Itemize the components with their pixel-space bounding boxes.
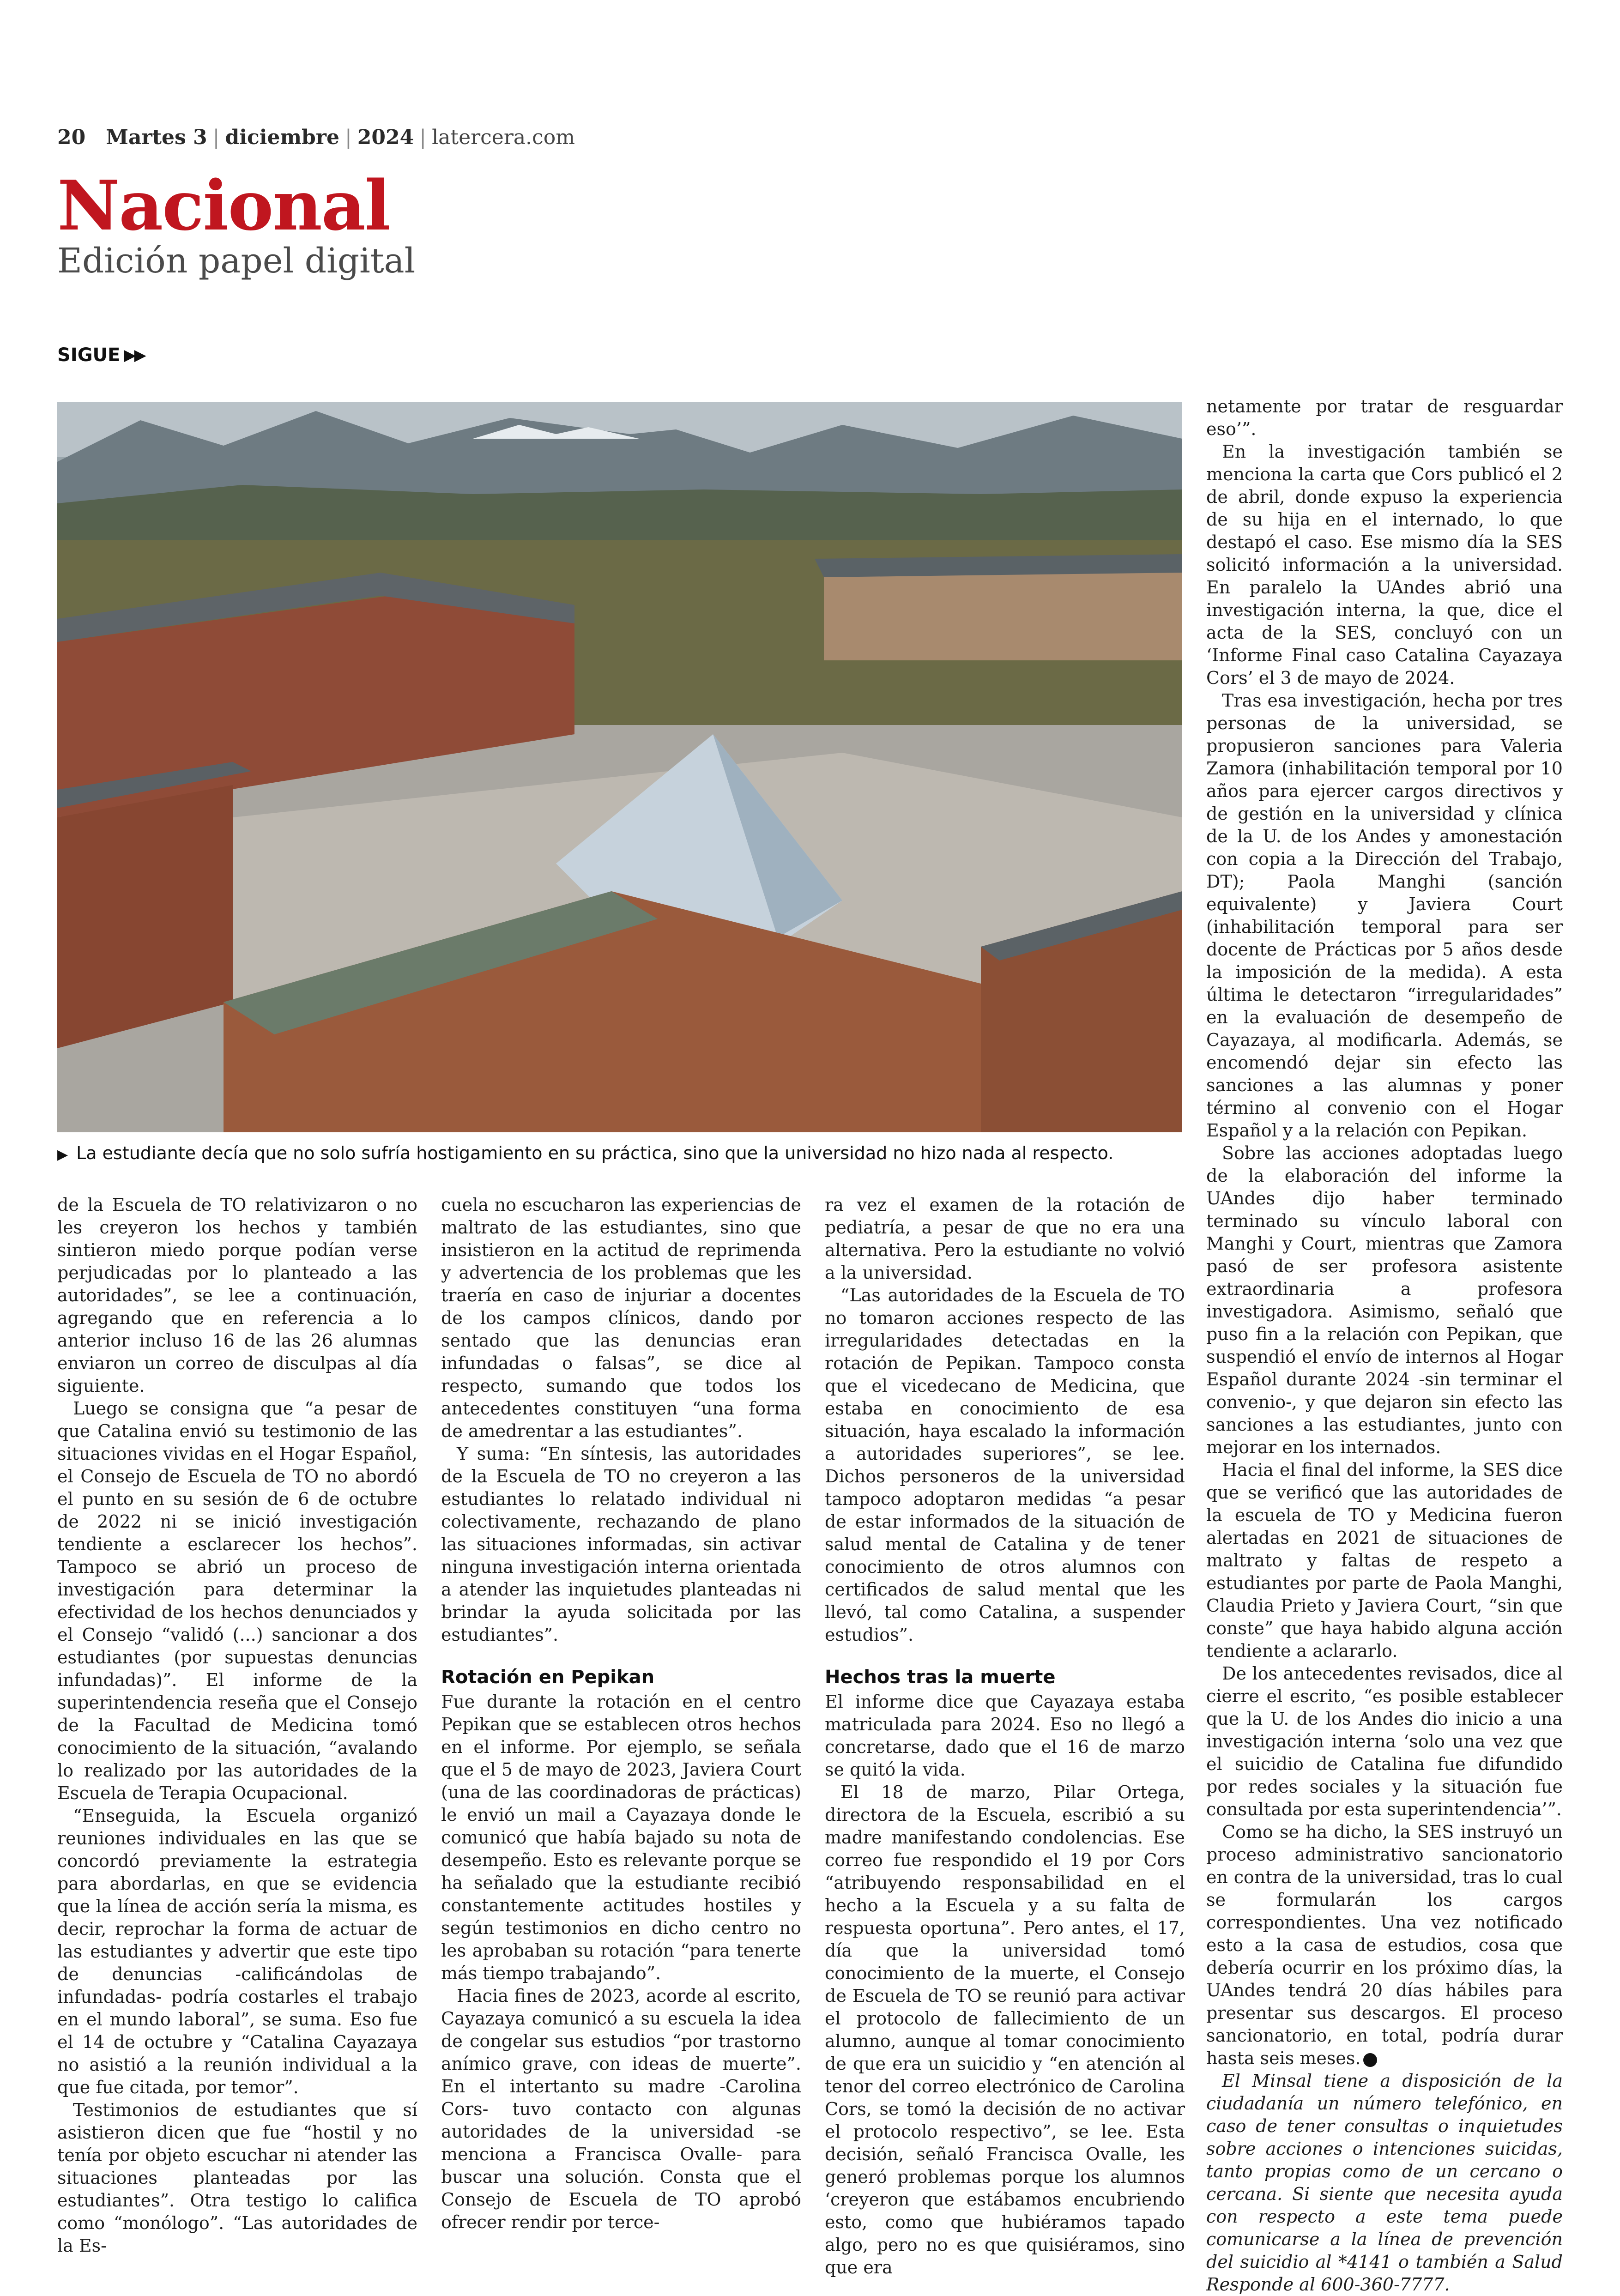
paragraph: El 18 de marzo, Pilar Ortega, directora de la Escuela, escribió a su madre manifestando condolencias. Ese correo fue respondido el 19 por Cors “atribuyendo responsabilidad en el hecho a la Escuela y a su falta de respuesta oportuna”. Pero antes, el 17, día que la universidad tomó conocimiento de la muerte, el Consejo de Escuela de TO se reunió para activar el protocolo de fallecimiento de un alumno, aunque al tomar conocimiento de que era un suicidio y “en atención al tenor del correo electrónico de Carolina Cors, se tomó la decisión de no activar el protocolo respectivo”, se lee. Esta decisión, señaló Francisca Ovalle, les generó problemas porque los alumnos ‘creyeron que estábamos encubriendo esto, como que hubiéramos tapado algo, pero no es que quisiéramos, sino que era [825, 1782, 1185, 2278]
folio-separator: | [345, 125, 352, 149]
paragraph: Tras esa investigación, hecha por tres personas de la universidad, se propusieron sanciones para Valeria Zamora (inhabilitación temporal por 10 años para ejercer cargos directivos y de gestión en la universidad y clínica de la U. de los Andes y amonestación con copia a la Dirección del Trabajo, DT); Paola Manghi (sanción equivalente) y Javiera Court (inhabilitación temporal para ser docente de Prácticas por 5 años desde la imposición de la medida). A esta última le detectaron “irregularidades” en la evaluación de desempeño de Cayazaya, al modificarla. Además, se encomendó dejar sin efecto las sanciones a las alumnas y poner término al convenio con el Hogar Español y a la relación con Pepikan. [1206, 690, 1563, 1141]
issue-month: diciembre [225, 125, 339, 149]
campus-aerial-photo [57, 402, 1182, 1132]
paragraph-text: Como se ha dicho, la SES instruyó un proceso administrativo sancionatorio en contra de la universidad, tras lo cual se formularán los cargos correspondientes. Una vez notificado esto a la casa de estudios, cosa que debería ocurrir en los próximo días, la UAndes tendrá 20 días hábiles para presentar sus descargos. El proceso sancionatorio, en total, podría durar hasta seis meses. [1206, 1822, 1563, 2068]
continue-text: SIGUE [57, 344, 121, 366]
double-arrow-icon: ▶▶ [124, 346, 145, 364]
paragraph: El informe dice que Cayazaya estaba matriculada para 2024. Eso no llegó a concretarse, dado que el 16 de marzo se quitó la vida. [825, 1692, 1185, 1780]
article-column-2 [441, 1194, 801, 2234]
helpline-note: El Minsal tiene a disposición de la ciudadanía un número telefónico, en caso de tener consultas o inquietudes sobre acciones o intenciones suicidas, tanto propias como de un cercano o cercana. Si siente que necesita ayuda con respecto a este tema puede comunicarse a la línea de prevención del suicidio al *4141 o también a Salud Responde al 600-360-7777. [1206, 2071, 1563, 2295]
paragraph: “Enseguida, la Escuela organizó reuniones individuales en las que se concordó previamente la estrategia para abordarlas, en que se evidencia que la línea de acción sería la misma, es decir, reprochar la forma de actuar de las estudiantes y advertir que este tipo de denuncias -calificándolas de infundadas- podría costarles el trabajo en el mundo laboral”, se suma. Eso fue el 14 de octubre y “Catalina Cayazaya no asistió a la reunión individual a la que fue citada, por temor”. [57, 1806, 417, 2097]
folio-separator: | [212, 125, 220, 149]
campus-illustration [57, 402, 1182, 1132]
caption-text: La estudiante decía que no solo sufría hostigamiento en su práctica, sino que la universidad no hizo nada al respecto. [76, 1143, 1114, 1163]
closing-paragraph [1206, 1821, 1563, 2070]
paragraph: ra vez el examen de la rotación de pediatría, a pesar de que no era una alternativa. Pero la estudiante no volvió a la universidad. [825, 1195, 1185, 1283]
paragraph: de la Escuela de TO relativizaron o no les creyeron los hechos y también sintieron miedo porque podían verse perjudicadas por lo planteado a las autoridades”, se lee a continuación, agregando que en referencia a lo anterior incluso 16 de las 26 alumnas enviaron un correo de disculpas al día siguiente. [57, 1195, 417, 1396]
paragraph: Hacia el final del informe, la SES dice que se verificó que las autoridades de la escuela de TO y Medicina fueron alertadas en 2021 de situaciones de maltrato y faltas de respeto a estudiantes por parte de Paola Manghi, Claudia Prieto y Javiera Court, “sin que conste” que haya habido alguna acción tendiente a aclararlo. [1206, 1460, 1563, 1661]
caption-arrow-icon: ▶ [57, 1147, 68, 1163]
article-column-1 [57, 1194, 417, 2257]
end-mark-icon [1363, 2053, 1377, 2067]
photo-caption [57, 1141, 1182, 1167]
paragraph: Sobre las acciones adoptadas luego de la elaboración del informe la UAndes dijo haber terminado terminado su vínculo laboral con Manghi y Court, mientras que Zamora pasó de ser profesora asistente extraordinaria a profesora investigadora. Asimismo, señaló que puso fin a la relación con Pepikan, que suspendió el envío de internos al Hogar Español durante 2024 -sin terminar el convenio-, y que dejaron sin efecto las sanciones a las estudiantes, junto con mejorar en los internados. [1206, 1143, 1563, 1457]
page-number: 20 [57, 125, 86, 149]
issue-day: Martes 3 [106, 125, 207, 149]
paragraph: Hacia fines de 2023, acorde al escrito, Cayazaya comunicó a su escuela la idea de congelar sus estudios “por trastorno anímico grave, con ideas de muerte”. En el intertanto su madre -Carolina Cors- tuvo contacto con algunas autoridades de la universidad -se menciona a Francisca Ovalle- para buscar una solución. Consta que el Consejo de Escuela de TO aprobó ofrecer rendir por terce- [441, 1986, 801, 2232]
paragraph: Luego se consigna que “a pesar de que Catalina envió su testimonio de las situaciones vividas en el Hogar Español, el Consejo de Escuela de TO no abordó el punto en su sesión de 6 de octubre de 2022 ni se inició investigación tendiente a esclarecer los hechos”. Tampoco se abrió un proceso de investigación para determinar la efectividad de los hechos denunciados y el Consejo “validó (...) sancionar a dos estudiantes (por supuestas denuncias infundadas)”. El informe de la superintendencia reseña que el Consejo de la Facultad de Medicina tomó conocimiento de la situación, “avalando lo realizado por las autoridades de la Escuela de Terapia Ocupacional. [57, 1398, 417, 1803]
paragraph: De los antecedentes revisados, dice al cierre el escrito, “es posible establecer que la U. de los Andes dio inicio a una investigación interna ‘solo una vez que el suicidio de Catalina fue difundido por redes sociales y la situación fue consultada por esta superintendencia’”. [1206, 1663, 1563, 1819]
paragraph: netamente por tratar de resguardar eso’”. [1206, 396, 1563, 439]
section-title: Nacional [57, 165, 390, 246]
paragraph: “Las autoridades de la Escuela de TO no tomaron acciones respecto de las irregularidades detectadas en la rotación de Pepikan. Tampoco consta que el vicedecano de Medicina, que estaba en conocimiento de esa situación, haya escalado la información a autoridades superiores”, se lee. Dichos personeros de la universidad tampoco adoptaron medidas “a pesar de estar informados de la situación de salud mental de Catalina y de tener conocimiento de otros alumnos con certificados de salud mental que les llevó, tal como Catalina, a suspender estudios”. [825, 1285, 1185, 1645]
article-column-4 [1206, 395, 1563, 2296]
section-subtitle: Edición papel digital [57, 241, 416, 281]
folio-separator: | [419, 125, 427, 149]
paragraph: En la investigación también se menciona la carta que Cors publicó el 2 de abril, donde expuso la experiencia de su hija en el internado, lo que destapó el caso. Ese mismo día la SES solicitó información a la universidad. En paralelo la UAndes abrió una investigación interna, la que, dice el acta de la SES, concluyó con un ‘Informe Final caso Catalina Cayazaya Cors’ el 3 de mayo de 2024. [1206, 441, 1563, 688]
paragraph: Fue durante la rotación en el centro Pepikan que se establecen otros hechos en el informe. Por ejemplo, se señala que el 5 de mayo de 2023, Javiera Court (una de las coordinadoras de prácticas) le envió un mail a Cayazaya donde le comunicó que había bajado su nota de desempeño. Esto es relevante porque se ha señalado que la estudiante recibió constantemente actitudes hostiles y según testimonios en dicho centro no les aprobaban su rotación “para tenerte más tiempo trabajando”. [441, 1692, 801, 1983]
subheading: Rotación en Pepikan [441, 1667, 655, 1688]
paragraph: Testimonios de estudiantes que sí asistieron dicen que fue “hostil y no tenía por objeto escuchar ni atender las situaciones planteadas por las estudiantes”. Otra testigo lo califica como “monólogo”. “Las autoridades de la Es- [57, 2100, 417, 2256]
page-folio [57, 121, 575, 153]
site-link[interactable]: latercera.com [432, 125, 575, 149]
issue-year: 2024 [357, 125, 414, 149]
paragraph: Y suma: “En síntesis, las autoridades de la Escuela de TO no creyeron a las estudiantes lo relatado individual ni colectivamente, rechazando de plano las situaciones informadas, sin activar ninguna investigación interna orientada a atender las inquietudes planteadas ni brindar la ayuda solicitada por las estudiantes”. [441, 1444, 801, 1645]
article-column-3 [825, 1194, 1185, 2279]
paragraph: cuela no escucharon las experiencias de maltrato de las estudiantes, sino que insistieron en la actitud de reprimenda y advertencia de los problemas que les traería en caso de injuriar a docentes de los campos clínicos, dando por sentado que las denuncias eran infundadas o falsas”, se dice al respecto, sumando que todos los antecedentes constituyen “una forma de amedrentar a las estudiantes”. [441, 1195, 801, 1441]
continue-label [57, 344, 145, 366]
subheading: Hechos tras la muerte [825, 1667, 1056, 1688]
